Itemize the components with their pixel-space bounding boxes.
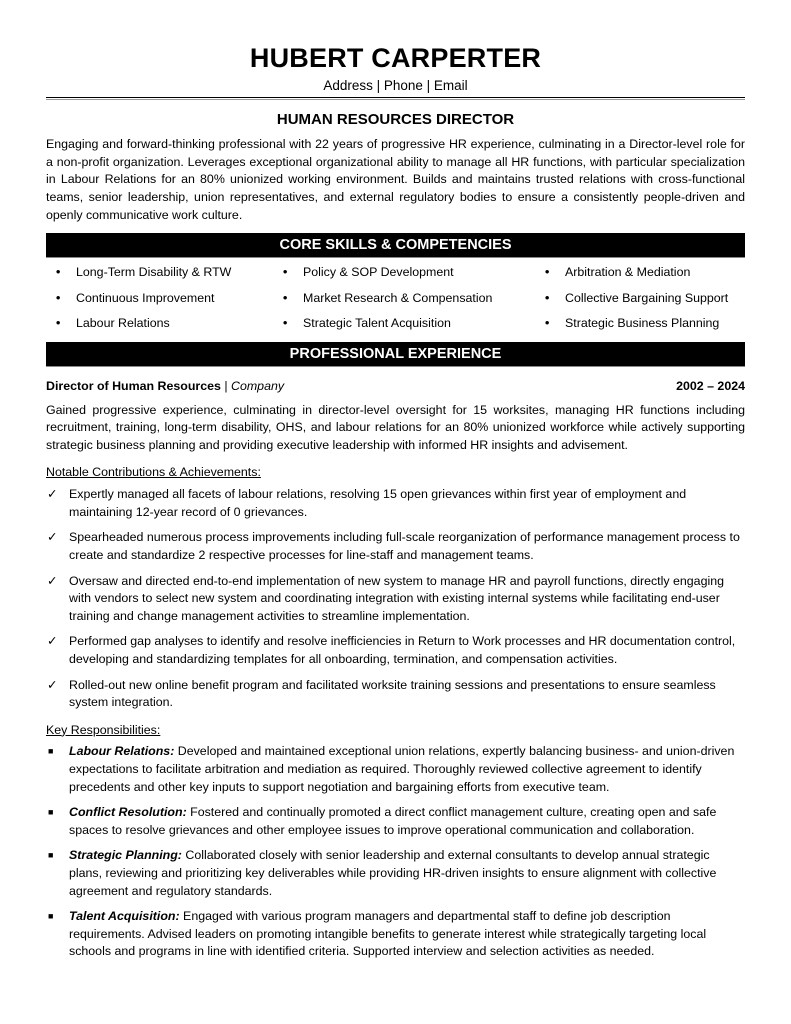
header-divider [46,97,745,98]
bullet-icon: • [283,290,288,305]
job-title: Director of Human Resources [46,379,221,394]
skills-heading: CORE SKILLS & COMPETENCIES [46,233,745,257]
bullet-icon: • [56,290,61,305]
checkmark-icon: ✓ [47,530,58,545]
skill-item: • Labour Relations [52,315,279,333]
checkmark-icon: ✓ [47,677,58,692]
achievements-list [46,486,745,712]
square-bullet-icon: ■ [48,850,54,861]
square-bullet-icon: ■ [48,911,54,922]
responsibilities-list [46,743,745,961]
skill-item: • Arbitration & Mediation [541,264,745,282]
responsibility-item: ■ Talent Acquisition: Engaged with various program managers and departmental staff to define job description requirements. Advised leaders on promoting intangible benefits to generate interest while strategically targeting local schools and programs in line with identified criteria. Supported interview and selection activities as needed. [48,909,707,959]
skill-item: • Strategic Business Planning [541,315,745,333]
checkmark-icon: ✓ [47,573,58,588]
job-company: Company [231,379,285,394]
candidate-name: HUBERT CARPERTER [249,43,542,73]
contact-line: Address | Phone | Email [323,77,468,93]
skill-item: • Collective Bargaining Support [541,290,745,308]
experience-section [46,342,745,961]
experience-heading: PROFESSIONAL EXPERIENCE [46,342,745,366]
responsibilities-heading: Key Responsibilities: [46,722,161,737]
bullet-icon: • [56,316,61,331]
skill-item: • Market Research & Compensation [279,290,541,308]
skill-item: • Policy & SOP Development [279,264,541,282]
bullet-icon: • [283,265,288,280]
bullet-icon: • [283,316,288,331]
responsibility-item: ■ Conflict Resolution: Fostered and continually promoted a direct conflict management culture, creating open and safe spaces to resolve grievances and other employee issues to improve operational communication and collaboration. [48,805,717,837]
profile-summary: Engaging and forward-thinking professional with 22 years of progressive HR experience, culminating in a Director-level role for a non-profit organization. Leverages exceptional organizational ability to manage all HR functions, with particular specialization in Labour Relations for an 80% unionized working environment. Builds and maintains trusted relations with cross-functional teams, senior leadership, union representatives, and external regulatory bodies to ensure a consistently people-driven and openly communicative work culture. [46,137,745,222]
bullet-icon: • [545,265,550,280]
skills-heading-shadow [46,257,745,258]
square-bullet-icon: ■ [48,746,54,757]
responsibility-item: ■ Labour Relations: Developed and maintained exceptional union relations, expertly balancing business- and union-driven expectations to facilitate arbitration and mediation as required. Thoroughly reviewed collective agreement to identify precedents and other key inputs to support negotiation and bargaining efforts from executive team. [48,744,735,794]
professional-headline: HUMAN RESOURCES DIRECTOR [276,110,515,128]
skill-item: • Strategic Talent Acquisition [279,315,541,333]
checkmark-icon: ✓ [47,487,58,502]
header-divider-shadow [46,99,745,100]
square-bullet-icon: ■ [48,807,54,818]
skill-item: • Continuous Improvement [52,290,279,308]
job-dates: 2002 – 2024 [676,379,745,394]
achievement-item: ✓ Oversaw and directed end-to-end implementation of new system to manage HR and payroll functions, directly engaging with vendors to select new system and coordinating integration with existing internal systems while facilitating end-user training and change management activities to streamline implementation. [47,573,724,623]
achievement-item: ✓ Spearheaded numerous process improvements including full-scale reorganization of performance management process to create and standardize 2 respective processes for line-staff and management teams. [47,530,740,562]
bullet-icon: • [56,265,61,280]
job-separator: | [220,379,232,394]
job-description: Gained progressive experience, culminating in director-level oversight for 15 worksites, managing HR functions including recruitment, training, long-term disability, OHS, and labour relations for an 80% unionized workforce while actively supporting strategic business planning and providing executive leadership with informed HR insights and advisement. [46,402,745,452]
achievements-heading: Notable Contributions & Achievements: [46,465,261,480]
skills-section [46,233,745,333]
job-header [46,378,745,396]
bullet-icon: • [545,316,550,331]
skill-item: • Long-Term Disability & RTW [52,264,279,282]
achievement-item: ✓ Rolled-out new online benefit program and facilitated worksite training sessions and presentations to ensure seamless system integration. [47,677,716,710]
achievement-item: ✓ Expertly managed all facets of labour relations, resolving 15 open grievances within first year of employment and maintaining 12-year record of 0 grievances. [47,487,687,519]
bullet-icon: • [545,290,550,305]
job-role [46,378,284,396]
checkmark-icon: ✓ [47,634,58,649]
achievement-item: ✓ Performed gap analyses to identify and resolve inefficiencies in Return to Work processes and HR documentation control, developing and standardizing templates for all onboarding, termination, and compensation activities. [47,634,736,666]
skills-grid [46,264,745,333]
experience-heading-shadow [46,366,745,367]
responsibility-item: ■ Strategic Planning: Collaborated closely with senior leadership and external consultants to develop annual strategic plans, reviewing and prioritizing key deliverables while providing HR-driven insights to ensure alignment with collective agreement and regulatory standards. [48,848,717,898]
